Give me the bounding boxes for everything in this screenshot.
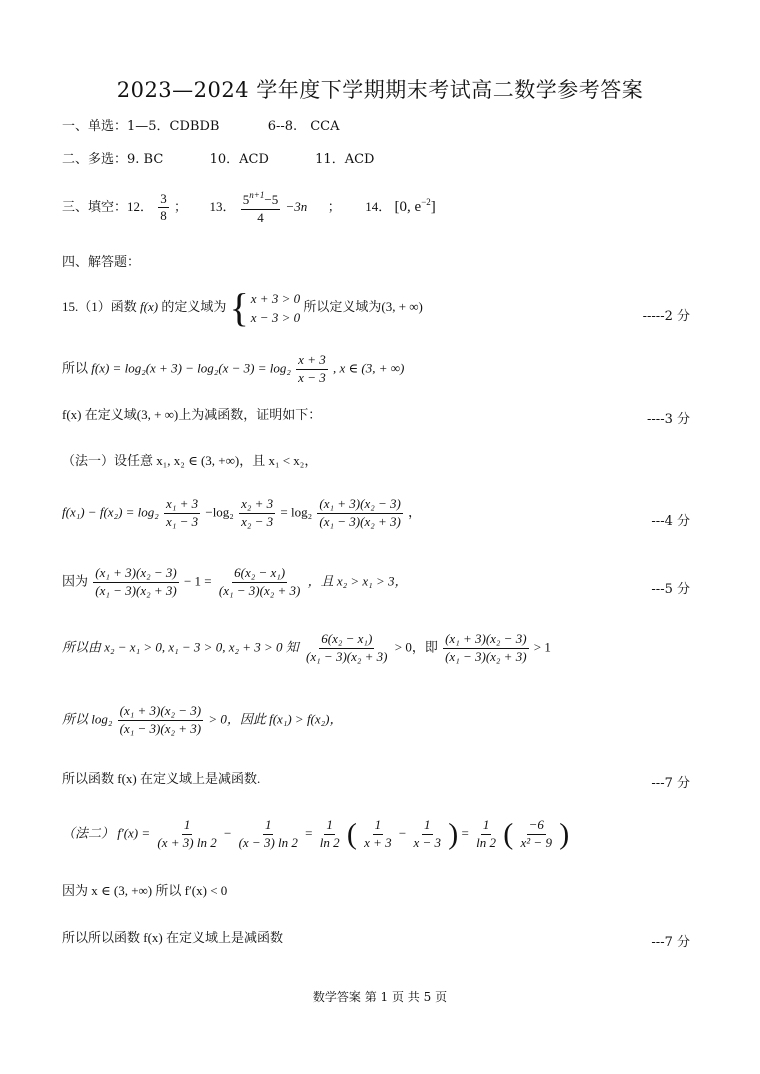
operator: = — [305, 825, 313, 841]
exponent: n+1 — [249, 190, 265, 200]
fill-blank-13-label: 13． — [209, 198, 236, 214]
fill-blank-13-answer — [241, 190, 280, 226]
fraction-numerator: x + 3 — [296, 353, 328, 370]
fraction-denominator: x + 3 — [364, 834, 392, 850]
fraction-denominator: ln 2 — [476, 834, 497, 850]
fraction-denominator: x − 3 — [298, 369, 326, 385]
fraction — [296, 353, 328, 386]
q15-domain-line — [62, 285, 423, 330]
separator: ； — [174, 198, 188, 214]
operator: − — [398, 825, 407, 841]
fraction — [362, 818, 394, 851]
domain-tail: , x ∈ (3, + ∞) — [332, 360, 405, 376]
interval-body: 0, e — [399, 198, 422, 215]
q15-domain-text: 所以定义域为(3, + ∞) — [303, 298, 423, 314]
fraction — [164, 497, 200, 530]
q15-method2-conclusion: 所以所以函数 f(x) 在定义域上是减函数 — [62, 930, 283, 945]
score-mark: ----3 分 — [647, 412, 690, 427]
fraction — [412, 818, 444, 851]
q15-def-text: 的定义域为 — [161, 298, 227, 314]
operator: −log₂ — [205, 504, 234, 520]
function-f: f(x) — [140, 298, 159, 314]
fraction-denominator: (x₁ − 3)(x₂ + 3) — [306, 648, 388, 664]
section-multi-choice — [62, 153, 374, 166]
section-free-response: 四、解答题： — [62, 255, 141, 270]
fill-blank-12-label: 三、填空：12． — [62, 198, 154, 214]
multi-choice-11: 11．ACD — [315, 152, 375, 167]
q15-method1-conclusion: 所以函数 f(x) 在定义域上是减函数. — [62, 771, 261, 786]
conclusion-tail: > 0，因此 f(x₁) > f(x₂)， — [208, 711, 343, 727]
fraction-denominator: x − 3 — [413, 834, 442, 850]
fraction-numerator: −6 — [527, 818, 546, 835]
fraction-numerator: 1 — [324, 818, 335, 835]
operator: = — [461, 825, 469, 841]
operator: = log₂ — [280, 504, 313, 520]
score-mark: ---7 分 — [651, 935, 690, 950]
fraction-numerator: 1 — [373, 818, 384, 835]
fraction — [239, 497, 275, 530]
paren-close: ) — [559, 817, 570, 851]
paren-open: ( — [503, 817, 514, 851]
paren-open: ( — [346, 817, 357, 851]
fraction-numerator — [241, 190, 280, 210]
equation: f(x) = log₂(x + 3) − log₂(x − 3) = log₂ — [91, 360, 291, 376]
prefix-text: 所以由 x₂ − x₁ > 0, x₁ − 3 > 0, x₂ + 3 > 0 知 — [62, 639, 299, 655]
fraction-numerator: (x₁ + 3)(x₂ − 3) — [317, 497, 402, 514]
fraction-denominator: x₂ − 3 — [241, 513, 274, 529]
single-choice-1-5: 一、单选：1—5．CDBDB — [62, 119, 220, 134]
fraction-numerator: 6(x₂ − x₁) — [319, 632, 374, 649]
multi-choice-9: 二、多选：9. BC — [62, 152, 164, 167]
single-choice-6-8: 6--8. CCA — [267, 119, 340, 134]
q15-because — [62, 566, 407, 599]
fraction-numerator: 1 — [481, 818, 492, 835]
fill-blank-12-answer — [158, 192, 169, 225]
score-mark: ---5 分 — [651, 582, 690, 597]
fraction-denominator: x₁ − 3 — [166, 513, 199, 529]
fraction — [118, 704, 203, 737]
operator: − — [223, 825, 232, 841]
fraction — [217, 566, 302, 599]
left-brace: { — [229, 285, 249, 330]
fraction-numerator: 3 — [158, 192, 169, 209]
base: 5 — [242, 192, 250, 207]
q15-sign-analysis — [62, 632, 551, 665]
q15-conclusion-inequality — [62, 704, 343, 737]
fraction-denominator: ln 2 — [319, 834, 340, 850]
inequality-row: x − 3 > 0 — [250, 310, 301, 325]
separator: ； — [327, 198, 341, 214]
fraction-numerator: x₁ + 3 — [164, 497, 200, 514]
fraction-denominator: (x − 3) ln 2 — [238, 834, 298, 850]
q15-log-expression — [62, 353, 404, 386]
fraction-denominator: (x₁ − 3)(x₂ + 3) — [119, 720, 202, 736]
numerator-tail: −5 — [264, 192, 279, 207]
paren-close: ) — [448, 817, 459, 851]
fraction-numerator: (x₁ + 3)(x₂ − 3) — [118, 704, 203, 721]
fraction-denominator: (x₁ − 3)(x₂ + 3) — [319, 513, 401, 529]
fraction-denominator: (x₁ − 3)(x₂ + 3) — [445, 648, 527, 664]
page-footer: 数学答案 第 1 页 共 5 页 — [312, 990, 448, 1004]
q15-difference — [62, 497, 421, 530]
fraction — [318, 818, 342, 851]
fraction — [519, 818, 554, 851]
operator: > 0，即 — [394, 639, 438, 655]
q15-method1-setup: （法一）设任意 x₁, x₂ ∈ (3, +∞)，且 x₁ < x₂， — [62, 453, 318, 468]
fraction-denominator: x² − 9 — [520, 834, 552, 850]
fill-blank-14-label: 14． — [365, 198, 392, 214]
fraction — [93, 566, 178, 599]
score-mark: ---4 分 — [651, 514, 690, 529]
q15-claim: f(x) 在定义域(3, + ∞)上为减函数，证明如下： — [62, 407, 322, 422]
q15-intro: 15.（1）函数 — [62, 298, 137, 314]
fraction-numerator: 1 — [182, 818, 193, 835]
fraction — [304, 632, 389, 665]
inequality-row: x + 3 > 0 — [250, 291, 301, 306]
fraction — [474, 818, 498, 851]
fraction-numerator: 6(x₂ − x₁) — [232, 566, 287, 583]
operator: − 1 = — [183, 573, 212, 589]
condition-tail: ，且 x₂ > x₁ > 3， — [307, 573, 408, 589]
score-mark: ---7 分 — [651, 776, 690, 791]
fill-blank-14-answer: [0, $e^{-2}$] — [394, 196, 436, 215]
fraction-numerator: 1 — [263, 818, 274, 835]
q15-derivative-sign: 因为 x ∈ (3, +∞) 所以 f′(x) < 0 — [62, 883, 228, 898]
prefix-text: 所以 log₂ — [62, 711, 113, 727]
exponent: −2 — [421, 196, 431, 207]
score-mark: -----2 分 — [642, 309, 690, 324]
prefix-text: 因为 — [62, 573, 89, 589]
fraction-numerator: (x₁ + 3)(x₂ − 3) — [443, 632, 528, 649]
page-title: 2023—2024 学年度下学期期末考试高二数学参考答案 — [116, 78, 644, 102]
section-single-choice — [62, 120, 339, 133]
prefix-text: 所以 — [62, 360, 89, 376]
fraction — [443, 632, 528, 665]
fraction-numerator: (x₁ + 3)(x₂ − 3) — [93, 566, 178, 583]
operator: > 1 — [533, 639, 551, 655]
q15-method2-derivative — [62, 818, 569, 851]
fraction-numerator: 1 — [422, 818, 433, 835]
fill-blank-13-tail: −3n — [285, 198, 308, 214]
fraction-denominator: (x + 3) ln 2 — [157, 834, 217, 850]
fraction — [237, 818, 300, 851]
fraction-denominator: (x₁ − 3)(x₂ + 3) — [218, 582, 301, 598]
fraction-denominator: 8 — [160, 208, 167, 224]
fraction-numerator: x₂ + 3 — [239, 497, 275, 514]
section-fill-blank — [62, 190, 436, 226]
punctuation: ， — [408, 504, 422, 520]
fraction-denominator: 4 — [257, 209, 264, 225]
fraction — [317, 497, 402, 530]
multi-choice-10: 10．ACD — [209, 152, 269, 167]
fraction — [155, 818, 218, 851]
inequality-system — [229, 285, 301, 330]
equation-lhs: f(x₁) − f(x₂) = log₂ — [62, 504, 159, 520]
fraction-denominator: (x₁ − 3)(x₂ + 3) — [95, 582, 177, 598]
prefix-text: （法二） f′(x) = — [62, 825, 151, 841]
